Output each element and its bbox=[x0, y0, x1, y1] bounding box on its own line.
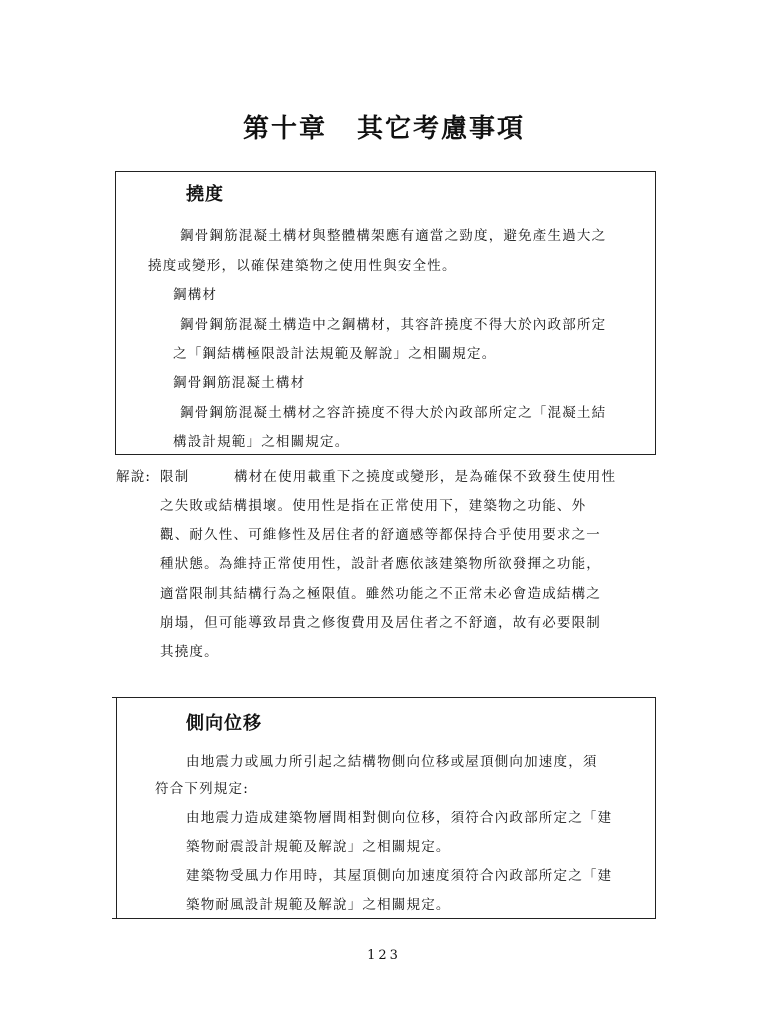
commentary-line-2: 之失敗或結構損壞。使用性是指在正常使用下，建築物之功能、外 bbox=[160, 498, 587, 514]
deflection-line-5: 之「鋼結構極限設計法規範及解說」之相關規定。 bbox=[173, 346, 497, 362]
commentary-line-3: 觀、耐久性、可維修性及居住者的舒適感等都保持合乎使用要求之一 bbox=[160, 527, 601, 543]
deflection-heading: 撓度 bbox=[186, 184, 224, 205]
drift-line-1: 由地震力或風力所引起之結構物側向位移或屋頂側向加速度，須 bbox=[186, 754, 598, 770]
deflection-subhead-steel: 鋼構材 bbox=[173, 287, 218, 303]
drift-line-4: 築物耐震設計規範及解說」之相關規定。 bbox=[186, 839, 451, 855]
commentary-label: 解說: bbox=[116, 469, 152, 485]
drift-line-5: 建築物受風力作用時，其屋頂側向加速度須符合內政部所定之「建 bbox=[186, 868, 613, 884]
deflection-line-7: 鋼骨鋼筋混凝土構材之容許撓度不得大於內政部所定之「混凝土結 bbox=[180, 405, 607, 421]
commentary-line-1: 構材在使用載重下之撓度或變形，是為確保不致發生使用性 bbox=[234, 469, 617, 485]
chapter-title-text: 其它考慮事項 bbox=[357, 114, 526, 144]
commentary-line-6: 崩塌，但可能導致昂貴之修復費用及居住者之不舒適，故有必要限制 bbox=[160, 615, 601, 631]
commentary-line-4: 種狀態。為維持正常使用性，設計者應依該建築物所欲發揮之功能， bbox=[160, 556, 601, 572]
commentary-subtitle: 限制 bbox=[160, 469, 190, 485]
deflection-line-1: 鋼骨鋼筋混凝土構材與整體構架應有適當之勁度，避免產生過大之 bbox=[180, 228, 607, 244]
page-number: 123 bbox=[367, 948, 401, 963]
chapter-number: 第十章 bbox=[242, 114, 327, 144]
chapter-title bbox=[0, 108, 768, 145]
drift-line-6: 築物耐風設計規範及解說」之相關規定。 bbox=[186, 897, 451, 913]
deflection-subhead-src: 鋼骨鋼筋混凝土構材 bbox=[173, 375, 306, 391]
drift-line-3: 由地震力造成建築物層間相對側向位移，須符合內政部所定之「建 bbox=[186, 810, 613, 826]
drift-line-2: 符合下列規定: bbox=[155, 781, 249, 797]
commentary-line-7: 其撓度。 bbox=[160, 644, 219, 660]
deflection-line-4: 鋼骨鋼筋混凝土構造中之鋼構材，其容許撓度不得大於內政部所定 bbox=[180, 317, 607, 333]
drift-heading: 側向位移 bbox=[186, 713, 262, 734]
deflection-line-2: 撓度或變形，以確保建築物之使用性與安全性。 bbox=[148, 258, 457, 274]
deflection-line-8: 構設計規範」之相關規定。 bbox=[173, 434, 350, 450]
commentary-line-5: 適當限制其結構行為之極限值。雖然功能之不正常未必會造成結構之 bbox=[160, 586, 601, 602]
